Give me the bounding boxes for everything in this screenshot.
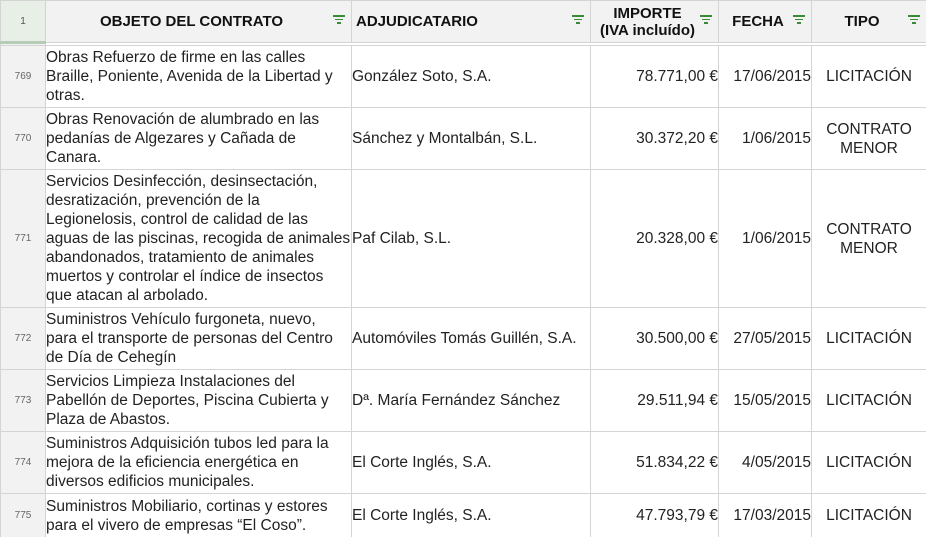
column-header-label: TIPO [844,13,880,30]
cell-objeto[interactable]: Suministros Vehículo furgoneta, nuevo, para el transporte de personas del Centro de Día de Cehegín [46,308,352,370]
cell-importe[interactable]: 20.328,00 € [591,170,719,308]
cell-fecha[interactable]: 17/06/2015 [719,46,812,108]
cell-importe[interactable]: 30.372,20 € [591,108,719,170]
filter-icon[interactable] [333,15,345,25]
table-row[interactable] [1,170,926,308]
column-header-adjudicatario[interactable] [352,1,591,43]
header-row [1,1,926,43]
cell-objeto[interactable]: Suministros Mobiliario, cortinas y estores para el vivero de empresas “El Coso”. [46,494,352,537]
cell-importe[interactable]: 30.500,00 € [591,308,719,370]
row-number[interactable]: 772 [1,308,46,370]
row-header-1[interactable]: 1 [1,1,46,43]
table-row[interactable] [1,108,926,170]
cell-tipo[interactable]: LICITACIÓN [812,432,926,494]
cell-adjudicatario[interactable]: Dª. María Fernández Sánchez [352,370,591,432]
filter-icon[interactable] [908,15,920,25]
column-header-fecha[interactable] [719,1,812,43]
cell-fecha[interactable]: 1/06/2015 [719,108,812,170]
row-number[interactable]: 774 [1,432,46,494]
cell-objeto[interactable]: Servicios Desinfección, desinsectación, desratización, prevención de la Legionelosis, control de calidad de las aguas de las piscinas, recogida de animales abandonados, tratamiento de animales muertos y controlar el índice de insectos que atacan al arbolado. [46,170,352,308]
cell-tipo[interactable]: LICITACIÓN [812,494,926,537]
cell-fecha[interactable]: 4/05/2015 [719,432,812,494]
column-header-tipo[interactable] [812,1,926,43]
cell-adjudicatario[interactable]: El Corte Inglés, S.A. [352,494,591,537]
cell-adjudicatario[interactable]: Paf Cilab, S.L. [352,170,591,308]
row-number[interactable]: 769 [1,46,46,108]
cell-tipo[interactable]: CONTRATO MENOR [812,170,926,308]
table-row[interactable] [1,494,926,537]
filter-icon[interactable] [793,15,805,25]
column-header-importe[interactable] [591,1,719,43]
cell-tipo[interactable]: LICITACIÓN [812,370,926,432]
column-header-objeto[interactable] [46,1,352,43]
cell-adjudicatario[interactable]: Sánchez y Montalbán, S.L. [352,108,591,170]
column-header-label: ADJUDICATARIO [356,13,478,30]
column-header-label: OBJETO DEL CONTRATO [99,13,284,30]
cell-tipo[interactable]: LICITACIÓN [812,46,926,108]
filter-icon[interactable] [700,15,712,25]
cell-adjudicatario[interactable]: Automóviles Tomás Guillén, S.A. [352,308,591,370]
cell-importe[interactable]: 78.771,00 € [591,46,719,108]
row-number[interactable]: 775 [1,494,46,537]
cell-importe[interactable]: 29.511,94 € [591,370,719,432]
row-number[interactable]: 770 [1,108,46,170]
cell-importe[interactable]: 51.834,22 € [591,432,719,494]
cell-objeto[interactable]: Obras Refuerzo de firme en las calles Braille, Poniente, Avenida de la Libertad y otras. [46,46,352,108]
cell-fecha[interactable]: 27/05/2015 [719,308,812,370]
table-row[interactable] [1,46,926,108]
cell-objeto[interactable]: Servicios Limpieza Instalaciones del Pabellón de Deportes, Piscina Cubierta y Plaza de Abastos. [46,370,352,432]
cell-tipo[interactable]: CONTRATO MENOR [812,108,926,170]
cell-adjudicatario[interactable]: El Corte Inglés, S.A. [352,432,591,494]
filter-icon[interactable] [572,15,584,25]
cell-fecha[interactable]: 1/06/2015 [719,170,812,308]
cell-objeto[interactable]: Obras Renovación de alumbrado en las pedanías de Algezares y Cañada de Canara. [46,108,352,170]
cell-tipo[interactable]: LICITACIÓN [812,308,926,370]
cell-fecha[interactable]: 15/05/2015 [719,370,812,432]
table-row[interactable] [1,432,926,494]
row-number[interactable]: 773 [1,370,46,432]
cell-objeto[interactable]: Suministros Adquisición tubos led para la mejora de la eficiencia energética en diversos edificios municipales. [46,432,352,494]
table-row[interactable] [1,370,926,432]
cell-fecha[interactable]: 17/03/2015 [719,494,812,537]
row-number[interactable]: 771 [1,170,46,308]
column-header-label: IMPORTE (IVA incluído) [600,4,695,39]
table-row[interactable] [1,308,926,370]
column-header-label: FECHA [732,13,784,30]
cell-importe[interactable]: 47.793,79 € [591,494,719,537]
cell-adjudicatario[interactable]: González Soto, S.A. [352,46,591,108]
